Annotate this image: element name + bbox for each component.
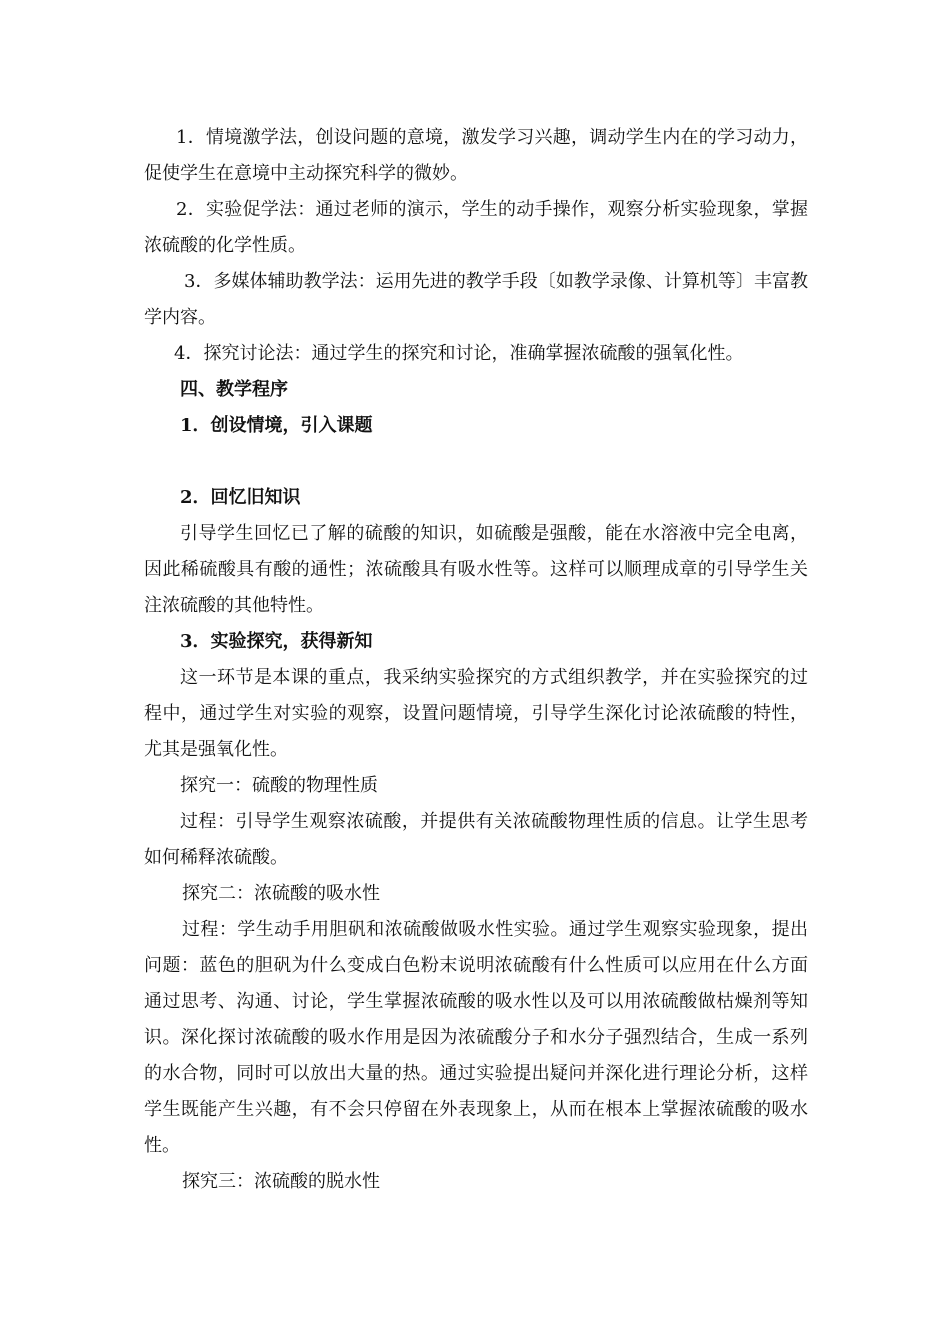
step-2-heading: 2．回忆旧知识: [180, 487, 301, 508]
inquiry-3-label: 探究三：浓硫酸的脱水性: [182, 1171, 380, 1192]
method-2-paragraph: 2．实验促学法：通过老师的演示，学生的动手操作，观察分析实验现象，掌握浓硫酸的化学性质。: [144, 199, 808, 256]
step-3-heading: 3．实验探究，获得新知: [180, 631, 373, 652]
inquiry-1-label: 探究一：硫酸的物理性质: [180, 775, 378, 796]
method-4-paragraph: 4．探究讨论法：通过学生的探究和讨论，准确掌握浓硫酸的强氧化性。: [174, 343, 744, 364]
inquiry-2-label: 探究二：浓硫酸的吸水性: [182, 883, 380, 904]
section-heading-procedure: 四、教学程序: [180, 379, 288, 400]
method-3-paragraph: 3．多媒体辅助教学法：运用先进的教学手段〔如教学录像、计算机等〕丰富教学内容。: [144, 271, 808, 328]
step-1-heading: 1．创设情境，引入课题: [180, 415, 373, 436]
method-1-paragraph: 1．情境激学法，创设问题的意境，激发学习兴趣，调动学生内在的学习动力，促使学生在意境中主动探究科学的微妙。: [144, 127, 808, 184]
inquiry-1-process: 过程：引导学生观察浓硫酸，并提供有关浓硫酸物理性质的信息。让学生思考如何稀释浓硫酸。: [144, 811, 808, 868]
inquiry-2-process: 过程：学生动手用胆矾和浓硫酸做吸水性实验。通过学生观察实验现象，提出问题：蓝色的胆矾为什么变成白色粉末说明浓硫酸有什么性质可以应用在什么方面通过思考、沟通、讨论，学生掌握浓硫酸的吸水性以及可以用浓硫酸做枯燥剂等知识。深化探讨浓硫酸的吸水作用是因为浓硫酸分子和水分子强烈结合，生成一系列的水合物，同时可以放出大量的热。通过实验提出疑问并深化进行理论分析，这样学生既能产生兴趣，有不会只停留在外表现象上，从而在根本上掌握浓硫酸的吸水性。: [144, 919, 808, 1156]
step-2-paragraph: 引导学生回忆已了解的硫酸的知识，如硫酸是强酸，能在水溶液中完全电离，因此稀硫酸具有酸的通性；浓硫酸具有吸水性等。这样可以顺理成章的引导学生关注浓硫酸的其他特性。: [144, 523, 808, 616]
step-3-paragraph: 这一环节是本课的重点，我采纳实验探究的方式组织教学，并在实验探究的过程中，通过学生对实验的观察，设置问题情境，引导学生深化讨论浓硫酸的特性，尤其是强氧化性。: [144, 667, 808, 760]
